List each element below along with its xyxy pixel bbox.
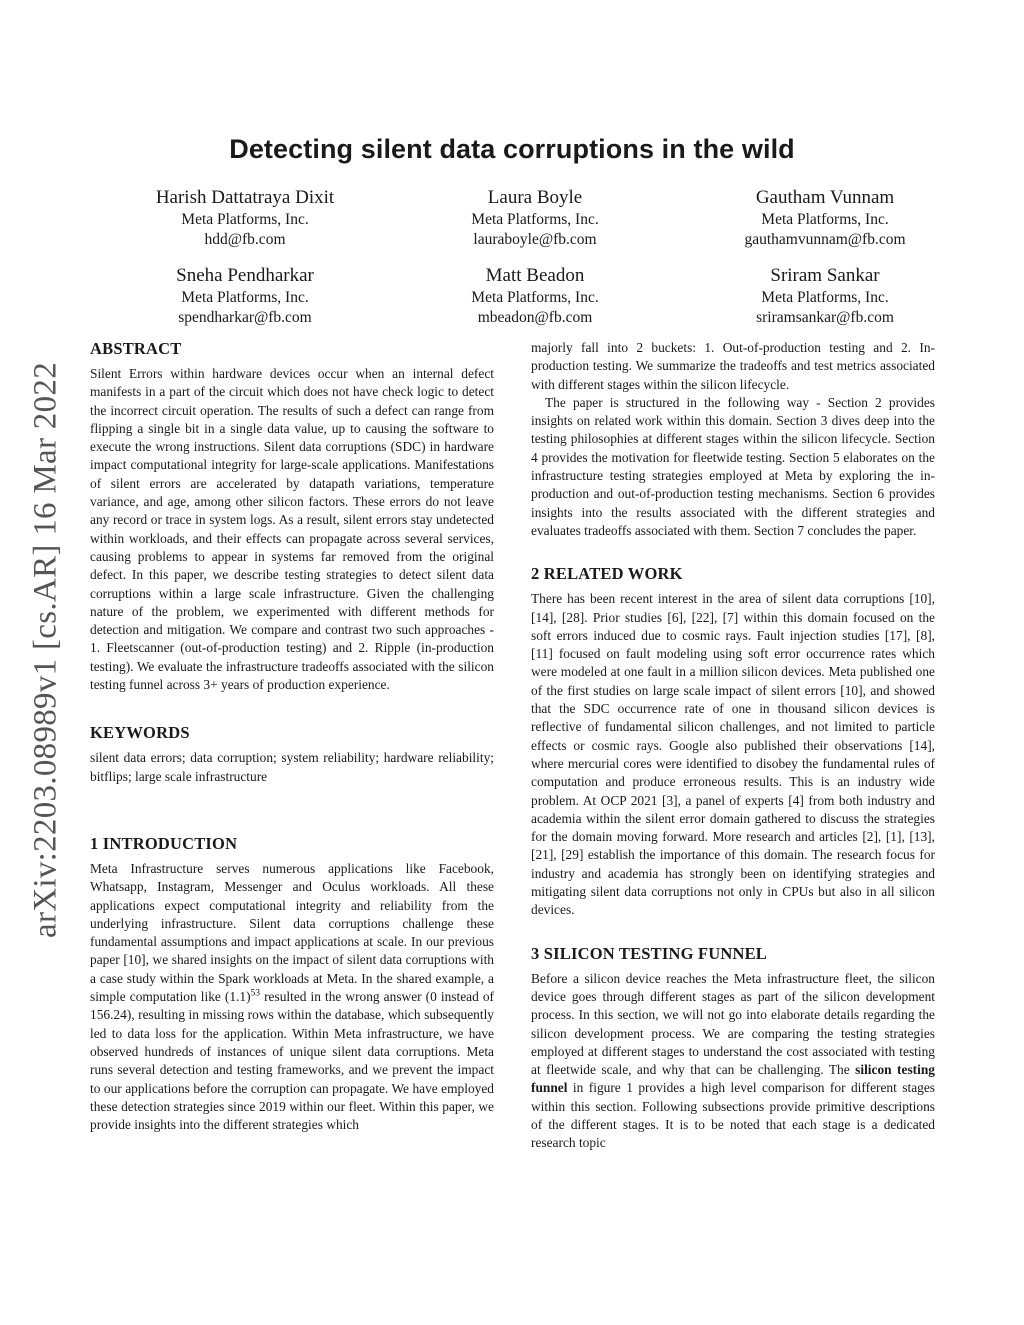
author-email: sriramsankar@fb.com xyxy=(756,309,894,326)
right-column xyxy=(531,339,935,1153)
funnel-text-part: Before a silicon device reaches the Meta infrastructure fleet, the silicon device goes through different stages as part of the silicon development process. In this section, we will not go into elaborate details regarding the silicon development process. We are comparing the testing strategies employed at different stages to understand the cost associated with testing at fleetwide scale, and why that can be challenging. The xyxy=(531,970,935,1078)
author-name: Laura Boyle xyxy=(487,187,583,208)
author-name: Harish Dattatraya Dixit xyxy=(155,187,335,208)
funnel-bold-term: silicon testing funnel xyxy=(531,1062,935,1096)
silicon-testing-funnel-text xyxy=(531,970,935,1153)
author-affiliation: Meta Platforms, Inc. xyxy=(761,289,889,306)
author xyxy=(390,186,680,250)
abstract-heading: ABSTRACT xyxy=(90,339,182,358)
author xyxy=(100,186,390,250)
funnel-text-part: in figure 1 provides a high level comparison for different stages within this section. Following subsections provide primitive descriptions of the different stages. It is to be noted that each stage is a dedicated research topic xyxy=(531,1080,935,1151)
author-email: mbeadon@fb.com xyxy=(477,309,593,326)
keywords-text: silent data errors; data corruption; system reliability; hardware reliability; bitflips; large scale infrastructure xyxy=(90,750,494,784)
introduction-text xyxy=(90,860,494,1134)
author xyxy=(390,264,680,328)
author-affiliation: Meta Platforms, Inc. xyxy=(761,211,889,228)
related-work-heading: 2 RELATED WORK xyxy=(531,564,683,584)
exponent: 53 xyxy=(250,988,261,999)
paper-title: Detecting silent data corruptions in the wild xyxy=(229,134,795,164)
author-affiliation: Meta Platforms, Inc. xyxy=(181,211,309,228)
author-affiliation: Meta Platforms, Inc. xyxy=(471,211,599,228)
author-email: lauraboyle@fb.com xyxy=(473,231,597,248)
author-name: Gautham Vunnam xyxy=(755,187,895,208)
author xyxy=(100,264,390,328)
intro-text-part: resulted in the wrong answer (0 instead of 156.24), resulting in missing rows within the database, which subsequently led to data loss for the application. Within Meta infrastructure, we have observed hundreds of instances of unique silent data corruptions. Meta runs several detection and testing frameworks, and we prevent the impact to our applications before the corruption can propagate. We have employed these detection strategies since 2019 within our fleet. Within this paper, we provide insights into the different strategies which xyxy=(90,989,494,1133)
author-name: Sneha Pendharkar xyxy=(176,265,314,286)
intro-text-part: Meta Infrastructure serves numerous applications like Facebook, Whatsapp, Instagram, Messenger and Oculus workloads. All these applications expect computational integrity and reliability from the underlying infrastructure. Silent data corruptions challenge these fundamental assumptions and impact applications at scale. In our previous paper [10], we shared insights on the impact of silent data corruptions with a case study within the Spark workloads at Meta. In the shared example, a simple computation like (1.1) xyxy=(90,860,494,1005)
author xyxy=(680,186,970,250)
keywords-heading: KEYWORDS xyxy=(90,723,190,743)
paper-structure-paragraph: The paper is structured in the following way - Section 2 provides insights on related work within this domain. Section 3 dives deep into the testing philosophies at different stages within the silicon lifecycle. Section 4 provides the motivation for fleetwide testing. Section 5 elaborates on the infrastructure testing strategies employed at Meta by exploring the in-production and out-of-production testing mechanisms. Section 6 provides insights into the results associated with the different strategies and evaluates tradeoffs associated with them. Section 7 concludes the paper. xyxy=(531,394,935,538)
arxiv-identifier: arXiv:2203.08989v1 [cs.AR] 16 Mar 2022 xyxy=(27,362,64,938)
related-work-text: There has been recent interest in the area of silent data corruptions [10], [14], [28]. Prior studies [6], [22], [7] within this domain focused on the soft errors induced due to cosmic rays. Fault injection studies [17], [8], [11] focused on fault modeling using soft error occurrence rates which were modeled at one fault in a million silicon devices. Meta published one of the first studies on large scale impact of silent errors [10], and showed that the SDC occurrence rate of one in thousand silicon devices is reflective of fundamental silicon challenges, and not limited to particle effects or cosmic rays. Google also published their observations [14], where mercurial cores were identified to disobey the fundamental rules of computation and produce erroneous results. This is an industry wide problem. At OCP 2021 [3], a panel of experts [4] from both industry and academia within the silent error domain gathered to discuss the strategies for the domain moving forward. More research and articles [2], [1], [13], [21], [29] establish the importance of this domain. The research focus for industry and academia has strongly been on identifying strategies and mitigating silent data corruptions not only in CPUs but also in all silicon devices. xyxy=(531,591,935,918)
author-affiliation: Meta Platforms, Inc. xyxy=(181,289,309,306)
introduction-continuation: majorly fall into 2 buckets: 1. Out-of-production testing and 2. In-production testing. We summarize the tradeoffs and test metrics associated with different stages within the silicon lifecycle. xyxy=(531,340,935,392)
author-block xyxy=(100,186,970,328)
left-column xyxy=(90,339,494,1134)
author-name: Matt Beadon xyxy=(485,265,585,286)
author-email: hdd@fb.com xyxy=(204,231,286,248)
silicon-testing-funnel-heading: 3 SILICON TESTING FUNNEL xyxy=(531,943,768,963)
abstract-text: Silent Errors within hardware devices occur when an internal defect manifests in a part of the circuit which does not have check logic to detect the incorrect circuit operation. The results of such a defect can range from flipping a single bit in a single data value, up to causing the software to execute the wrong instructions. Silent data corruptions (SDC) in hardware impact computational integrity for large-scale applications. Manifestations of silent errors are accelerated by datapath variations, temperature variance, and age, among other silicon factors. These errors do not leave any record or trace in system logs. As a result, silent errors stay undetected within workloads, and their effects can propagate across several services, causing problems to appear in systems far removed from the original defect. In this paper, we describe testing strategies to detect silent data corruptions within a large scale infrastructure. Given the challenging nature of the problem, we experimented with different methods for detection and mitigation. We compare and contrast two such approaches - 1. Fleetscanner (out-of-production testing) and 2. Ripple (in-production testing). We evaluate the infrastructure tradeoffs associated with the silicon testing funnel across 3+ years of production experience. xyxy=(90,366,494,693)
introduction-heading: 1 INTRODUCTION xyxy=(90,833,238,853)
author-email: gauthamvunnam@fb.com xyxy=(744,231,906,248)
author xyxy=(680,264,970,328)
author-name: Sriram Sankar xyxy=(770,265,880,286)
author-email: spendharkar@fb.com xyxy=(178,309,312,326)
author-affiliation: Meta Platforms, Inc. xyxy=(471,289,599,306)
